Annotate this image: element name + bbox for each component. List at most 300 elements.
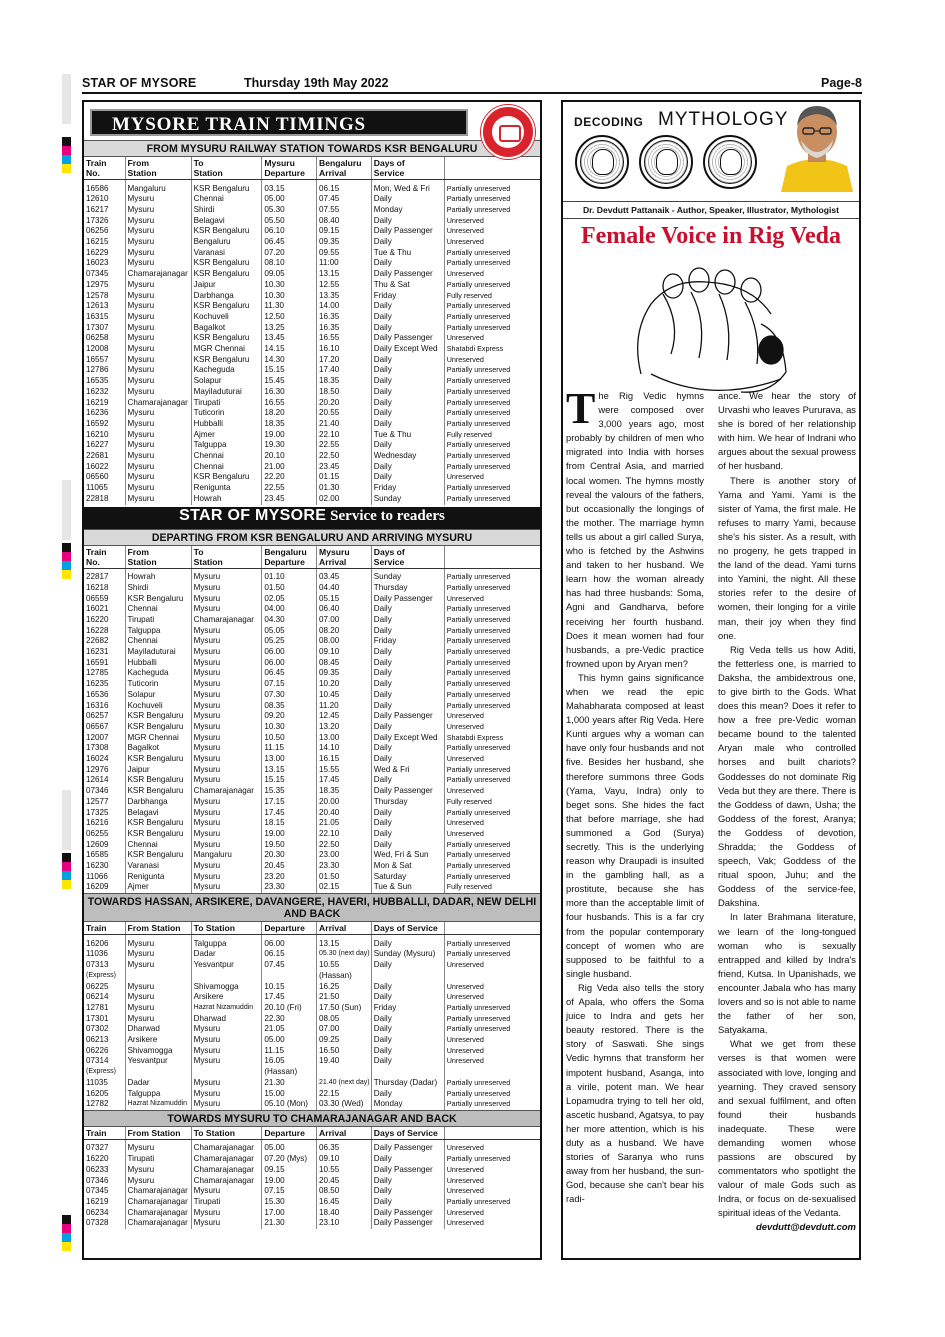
table-cell: Daily Passenger <box>371 711 444 722</box>
table-cell: Mysuru <box>125 291 191 302</box>
paragraph: In later Brahmana literature, we learn of the long-tongued woman who is sexually entrapped and killed by Indra's friend, Kutsa. In Upanishads, we encounter Jabala who has many lovers and so is not able to name the father of her son, Satyakama. <box>718 911 856 1036</box>
table-cell: Partially unreserved <box>444 1024 540 1035</box>
table-cell: 07346 <box>86 786 109 796</box>
table-cell: 06.10 <box>262 226 317 237</box>
table-cell: 16229 <box>86 247 109 257</box>
table-cell: Mysuru <box>125 355 191 366</box>
table-cell: 16022 <box>86 461 109 471</box>
table-cell: Daily <box>371 615 444 626</box>
table-cell: Mysuru <box>191 658 262 669</box>
table-cell: 07314 <box>86 1056 109 1066</box>
table-cell: 12613 <box>86 301 109 311</box>
table-cell: Chamarajanagar <box>125 269 191 280</box>
table-cell: Daily <box>371 1197 444 1208</box>
table-cell: Daily <box>371 679 444 690</box>
service-brand: STAR OF MYSORE <box>179 506 327 524</box>
table-cell: Mysuru <box>125 1176 191 1187</box>
table-cell: Unreserved <box>444 786 540 797</box>
table-cell: Partially unreserved <box>444 312 540 323</box>
table-cell: Mysuru <box>191 733 262 744</box>
table-cell: 03.15 <box>262 184 317 195</box>
table-cell: 06.45 <box>262 668 317 679</box>
table-cell: Daily <box>371 301 444 312</box>
table-cell: 06255 <box>86 828 109 838</box>
table-cell: 16232 <box>86 386 109 396</box>
table-cell: 06225 <box>86 981 109 991</box>
table-cell: Mysuru <box>191 754 262 765</box>
table-cell: Kacheguda <box>125 668 191 679</box>
table-cell: Mysuru <box>125 323 191 334</box>
table-cell: Daily Except Wed <box>371 733 444 744</box>
table-cell: 22682 <box>86 636 109 646</box>
timetable <box>84 922 540 1110</box>
table-cell: 03.45 <box>317 572 372 583</box>
table-cell: 16235 <box>86 679 109 689</box>
table-cell: 23.30 <box>317 861 372 872</box>
table-cell: Fully reserved <box>444 291 540 302</box>
table-cell: Arsikere <box>191 992 262 1003</box>
table-row <box>84 494 540 505</box>
table-cell: Bagalkot <box>191 323 262 334</box>
table-cell: 21.30 <box>262 1218 317 1229</box>
table-cell: Daily <box>371 365 444 376</box>
table-cell: Saturday <box>371 872 444 883</box>
table-cell: 08.40 <box>317 216 372 227</box>
table-cell: Daily <box>371 840 444 851</box>
table-cell: Partially unreserved <box>444 440 540 451</box>
table-cell: KSR Bengaluru <box>125 722 191 733</box>
table-cell: Partially unreserved <box>444 248 540 259</box>
table-cell: Partially unreserved <box>444 626 540 637</box>
table-cell: Kochuveli <box>125 701 191 712</box>
table-cell: 10.30 <box>262 291 317 302</box>
table-row <box>84 1099 540 1110</box>
table-cell: Mysuru <box>191 765 262 776</box>
table-cell: 16220 <box>86 1154 109 1164</box>
table-row <box>84 701 540 712</box>
table-cell: 14.30 <box>262 355 317 366</box>
table-cell: 05.10 (Mon) <box>262 1099 317 1110</box>
table-cell: 10.50 <box>262 733 317 744</box>
table-cell: Tue & Thu <box>371 248 444 259</box>
table-cell: KSR Bengaluru <box>191 355 262 366</box>
table-cell: Daily <box>371 1186 444 1197</box>
table-cell: Talguppa <box>191 939 262 950</box>
table-cell: Daily <box>371 387 444 398</box>
table-cell: Chennai <box>125 604 191 615</box>
table-cell: 22.10 <box>317 430 372 441</box>
table-cell: 05.00 <box>262 1035 317 1046</box>
table-cell: 13.45 <box>262 333 317 344</box>
table-cell: 22.55 <box>317 440 372 451</box>
table-row <box>84 1143 540 1154</box>
table-cell: 04.40 <box>317 583 372 594</box>
table-cell: 17308 <box>86 743 109 753</box>
table-cell: Unreserved <box>444 355 540 366</box>
train-timings-titlebar <box>84 102 540 140</box>
table-cell: Daily <box>371 462 444 473</box>
table-cell: Daily <box>371 1035 444 1046</box>
table-cell: 05.30 (next day) <box>317 949 372 960</box>
table-row <box>84 982 540 993</box>
column-header: Mysuru Arrival <box>317 546 372 569</box>
table-row <box>84 226 540 237</box>
table-cell: Mysuru <box>125 960 191 971</box>
table-cell: Mysuru <box>125 205 191 216</box>
table-cell: Daily <box>371 626 444 637</box>
table-cell: 21.50 <box>317 992 372 1003</box>
table-cell: Mysuru <box>125 280 191 291</box>
table-row <box>84 1197 540 1208</box>
table-cell: 19.50 <box>262 840 317 851</box>
table-row <box>84 992 540 1003</box>
table-row <box>84 711 540 722</box>
table-cell: 23.45 <box>317 462 372 473</box>
table-row <box>84 861 540 872</box>
table-cell: Daily <box>371 668 444 679</box>
table-cell: 20.45 <box>317 1176 372 1187</box>
table-cell: 16219 <box>86 397 109 407</box>
table-cell: Partially unreserved <box>444 647 540 658</box>
mythology-article <box>561 100 861 1260</box>
table-cell: 21.00 <box>262 462 317 473</box>
table-row <box>84 205 540 216</box>
table-cell: (Hassan) <box>317 971 372 982</box>
column-header: To Station <box>191 922 262 935</box>
column-header: Bengaluru Departure <box>262 546 317 569</box>
table-cell: 20.40 <box>317 808 372 819</box>
table-cell: 07.20 <box>262 248 317 259</box>
table-cell: Mysuru <box>125 376 191 387</box>
table-row <box>84 462 540 473</box>
table-cell: Partially unreserved <box>444 194 540 205</box>
table-cell: Mysuru <box>125 1003 191 1014</box>
column-header: Train No. <box>84 546 125 569</box>
table-cell: Partially unreserved <box>444 398 540 409</box>
page-header <box>82 74 862 94</box>
table-cell: 11036 <box>86 949 108 959</box>
table-cell: 09.20 <box>262 711 317 722</box>
table-row <box>84 690 540 701</box>
table-cell: Thu & Sat <box>371 280 444 291</box>
table-cell: 09.10 <box>317 1154 372 1165</box>
table-cell: Unreserved <box>444 237 540 248</box>
table-cell: Partially unreserved <box>444 494 540 505</box>
table-cell: 11.15 <box>262 1046 317 1057</box>
table-cell: Partially unreserved <box>444 604 540 615</box>
timetable <box>84 1127 540 1229</box>
table-cell: Unreserved <box>444 982 540 993</box>
table-cell: 01.50 <box>262 583 317 594</box>
table-cell: KSR Bengaluru <box>191 333 262 344</box>
table-cell: 16236 <box>86 408 109 418</box>
table-cell: 11.20 <box>317 701 372 712</box>
table-cell: Mysuru <box>125 216 191 227</box>
table-cell: Mysuru <box>125 430 191 441</box>
table-cell: 12578 <box>86 290 109 300</box>
table-cell: Mysuru <box>125 992 191 1003</box>
table-cell: Daily <box>371 775 444 786</box>
table-cell: Partially unreserved <box>444 668 540 679</box>
table-cell: Partially unreserved <box>444 451 540 462</box>
table-cell: Mysuru <box>125 939 191 950</box>
table-cell: 12609 <box>86 839 109 849</box>
table-cell: Wednesday <box>371 451 444 462</box>
table-cell: 18.15 <box>262 818 317 829</box>
table-cell: 16218 <box>86 582 109 592</box>
table-cell: Daily <box>371 1014 444 1025</box>
table-row <box>84 939 540 950</box>
table-cell: 12975 <box>86 279 109 289</box>
table-row <box>84 872 540 883</box>
table-cell: 08.35 <box>262 701 317 712</box>
table-cell: Daily <box>371 939 444 950</box>
table-cell: 15.30 <box>262 1197 317 1208</box>
table-cell: Daily Passenger <box>371 333 444 344</box>
table-cell: Unreserved <box>444 594 540 605</box>
table-cell: 07313 <box>86 960 109 970</box>
table-cell: Unreserved <box>444 722 540 733</box>
table-cell: 11066 <box>86 871 108 881</box>
table-row <box>84 1024 540 1035</box>
table-cell: 02.15 <box>317 882 372 893</box>
table-cell: Belagavi <box>191 216 262 227</box>
table-cell: KSR Bengaluru <box>125 594 191 605</box>
paragraph: This hymn gains significance when we read the epic Mahabharata composed at least 1,000 years after Rig Veda. Here Kunti argues why a woman can have only four husbands and not five. Besides her husband, she therefore summons three Gods (Yama, Vayu, Indra) only to beget sons. She hides the fact that before marriage, she had summoned a God (Surya) secretly. This is the underlying reason why Draupadi is insulted in the gambling hall, as a prostitute, because she has more than the acceptable limit of four husbands. This is a far cry from the popular contemporary concept of women who are supposed to be faithful to a single husband. <box>566 671 704 979</box>
table-cell: 11:00 <box>317 258 372 269</box>
drop-cap: T <box>566 384 596 433</box>
table-cell: 06.40 <box>317 604 372 615</box>
table-cell <box>317 1067 372 1078</box>
table-cell: Daily <box>371 808 444 819</box>
table-cell: Solapur <box>125 690 191 701</box>
table-row <box>84 184 540 195</box>
table-cell: 12782 <box>86 1099 109 1109</box>
table-cell: Daily <box>371 408 444 419</box>
table-cell: Mysuru <box>191 1056 262 1067</box>
table-row <box>84 398 540 409</box>
table-row <box>84 408 540 419</box>
table-cell: Mysuru <box>191 1089 262 1100</box>
table-cell: 06257 <box>86 711 109 721</box>
table-cell: Sunday (Mysuru) <box>371 949 444 960</box>
table-cell: Unreserved <box>444 1035 540 1046</box>
table-cell: Talguppa <box>191 440 262 451</box>
table-row <box>84 248 540 259</box>
column-header: Days of Service <box>371 546 444 569</box>
table-cell: 15.35 <box>262 786 317 797</box>
table-cell: 06567 <box>86 721 109 731</box>
table-cell: MGR Chennai <box>191 344 262 355</box>
table-cell: 07.20 (Mys) <box>262 1154 317 1165</box>
table-cell: Unreserved <box>444 829 540 840</box>
table-cell: Bengaluru <box>191 237 262 248</box>
table-cell <box>262 971 317 982</box>
table-cell: 19.00 <box>262 430 317 441</box>
table-cell: 05.30 <box>262 205 317 216</box>
table-cell: Unreserved <box>444 754 540 765</box>
column-header: From Station <box>125 922 191 935</box>
table-cell: 07328 <box>86 1218 109 1228</box>
table-cell: (Express) <box>86 971 116 979</box>
author-email: devdutt@devdutt.com <box>755 1221 856 1233</box>
table-cell: Darbhanga <box>125 797 191 808</box>
table-cell: Renigunta <box>191 483 262 494</box>
table-cell: Thursday <box>371 797 444 808</box>
table-cell: Unreserved <box>444 1208 540 1219</box>
table-cell: 16557 <box>86 354 109 364</box>
table-cell: 06.00 <box>262 939 317 950</box>
table-cell: Tue & Thu <box>371 430 444 441</box>
table-cell: Daily Except Wed <box>371 344 444 355</box>
table-row <box>84 291 540 302</box>
table-cell: Mysuru <box>191 572 262 583</box>
table-cell: 17307 <box>86 322 109 332</box>
table-row <box>84 572 540 583</box>
table-row <box>84 483 540 494</box>
table-row <box>84 636 540 647</box>
timetable-banner: FROM MYSURU RAILWAY STATION TOWARDS KSR BENGALURU <box>84 140 540 157</box>
table-cell: Daily <box>371 829 444 840</box>
table-row <box>84 451 540 462</box>
table-cell: Mayiladuturai <box>191 387 262 398</box>
table-cell: Shivamogga <box>125 1046 191 1057</box>
table-row <box>84 430 540 441</box>
table-cell: 13.00 <box>317 733 372 744</box>
column-header: From Station <box>125 546 191 569</box>
table-cell: Tuticorin <box>191 408 262 419</box>
table-cell: Daily <box>371 743 444 754</box>
table-cell: Kacheguda <box>191 365 262 376</box>
column-kicker: DECODING <box>574 115 644 129</box>
table-cell: Partially unreserved <box>444 1078 540 1089</box>
table-cell: 09.35 <box>317 237 372 248</box>
table-cell: 20.55 <box>317 408 372 419</box>
table-cell: Mayiladuturai <box>125 647 191 658</box>
table-cell: 19.40 <box>317 1056 372 1067</box>
table-cell: Darbhanga <box>191 291 262 302</box>
table-cell: 16227 <box>86 440 109 450</box>
table-cell <box>371 1067 444 1078</box>
table-cell: Mysuru <box>191 861 262 872</box>
table-cell: Unreserved <box>444 1165 540 1176</box>
table-row <box>84 1014 540 1025</box>
train-timings-title: MYSORE TRAIN TIMINGS <box>90 109 468 136</box>
table-cell: 17325 <box>86 807 109 817</box>
table-cell: Partially unreserved <box>444 258 540 269</box>
table-cell: 15.15 <box>262 775 317 786</box>
table-row <box>84 949 540 960</box>
table-cell: 02.00 <box>317 494 372 505</box>
table-cell: Daily <box>371 323 444 334</box>
table-cell: KSR Bengaluru <box>191 258 262 269</box>
table-cell: 07.45 <box>317 194 372 205</box>
table-cell: 21.40 <box>317 419 372 430</box>
table-cell: Mysuru <box>191 711 262 722</box>
table-cell: Mon & Sat <box>371 861 444 872</box>
table-cell: Partially unreserved <box>444 1154 540 1165</box>
table-cell: Daily <box>371 419 444 430</box>
table-cell: 12.55 <box>317 280 372 291</box>
table-cell: Friday <box>371 291 444 302</box>
table-row <box>84 216 540 227</box>
table-row <box>84 679 540 690</box>
table-cell: 09.55 <box>317 248 372 259</box>
table-cell: KSR Bengaluru <box>191 226 262 237</box>
table-row <box>84 658 540 669</box>
table-cell: Mysuru <box>125 237 191 248</box>
table-cell: Mysuru <box>191 1099 262 1110</box>
column-header: Days of Service <box>371 157 444 180</box>
table-cell: Daily <box>371 355 444 366</box>
table-cell: 22.10 <box>317 829 372 840</box>
table-cell: 16316 <box>86 700 109 710</box>
table-cell: 16536 <box>86 689 109 699</box>
table-cell: 17.45 <box>317 775 372 786</box>
table-cell: Arsikere <box>125 1035 191 1046</box>
table-cell: 18.50 <box>317 387 372 398</box>
table-cell: 11.15 <box>262 743 317 754</box>
table-cell: 16024 <box>86 754 109 764</box>
table-cell: Mysuru <box>191 1035 262 1046</box>
table-cell: 12577 <box>86 796 109 806</box>
table-cell: Mysuru <box>191 829 262 840</box>
table-cell: 13.15 <box>317 269 372 280</box>
table-cell: 16219 <box>86 1196 109 1206</box>
table-cell: Sunday <box>371 572 444 583</box>
table-cell: 16.10 <box>317 344 372 355</box>
table-cell: Mysuru <box>125 494 191 505</box>
table-cell: 22.20 <box>262 472 317 483</box>
table-cell: Howrah <box>125 572 191 583</box>
table-cell: 20.10 <box>262 451 317 462</box>
table-cell: 10.20 <box>317 679 372 690</box>
table-cell: Friday <box>371 636 444 647</box>
table-cell <box>125 971 191 982</box>
table-cell: Daily <box>371 690 444 701</box>
table-cell: Daily <box>371 1056 444 1067</box>
table-row <box>84 1046 540 1057</box>
table-cell: Unreserved <box>444 1218 540 1229</box>
table-cell: Hubballi <box>125 658 191 669</box>
table-cell: Jaipur <box>191 280 262 291</box>
table-cell: Shivamogga <box>191 982 262 993</box>
table-cell: Mysuru <box>191 872 262 883</box>
table-cell: 06214 <box>86 992 109 1002</box>
column-header <box>444 1127 540 1140</box>
table-cell: Daily <box>371 1024 444 1035</box>
table-row <box>84 850 540 861</box>
table-row <box>84 971 540 982</box>
column-header: Arrival <box>317 1127 372 1140</box>
registration-mark <box>62 543 71 579</box>
table-cell: (Express) <box>86 1068 116 1076</box>
table-cell: 16.30 <box>262 387 317 398</box>
table-cell: Dharwad <box>191 1014 262 1025</box>
table-cell: Partially unreserved <box>444 872 540 883</box>
table-cell: Daily <box>371 701 444 712</box>
table-cell: 10.15 <box>262 982 317 993</box>
registration-mark <box>62 853 71 889</box>
table-cell: Shatabdi Express <box>444 344 540 355</box>
table-cell: 05.05 <box>262 626 317 637</box>
table-cell: 20.30 <box>262 850 317 861</box>
table-cell: Partially unreserved <box>444 376 540 387</box>
table-cell: 17.15 <box>262 797 317 808</box>
table-cell: 22.55 <box>262 483 317 494</box>
table-cell: 05.00 <box>262 1143 317 1154</box>
table-cell: Daily <box>371 1089 444 1100</box>
